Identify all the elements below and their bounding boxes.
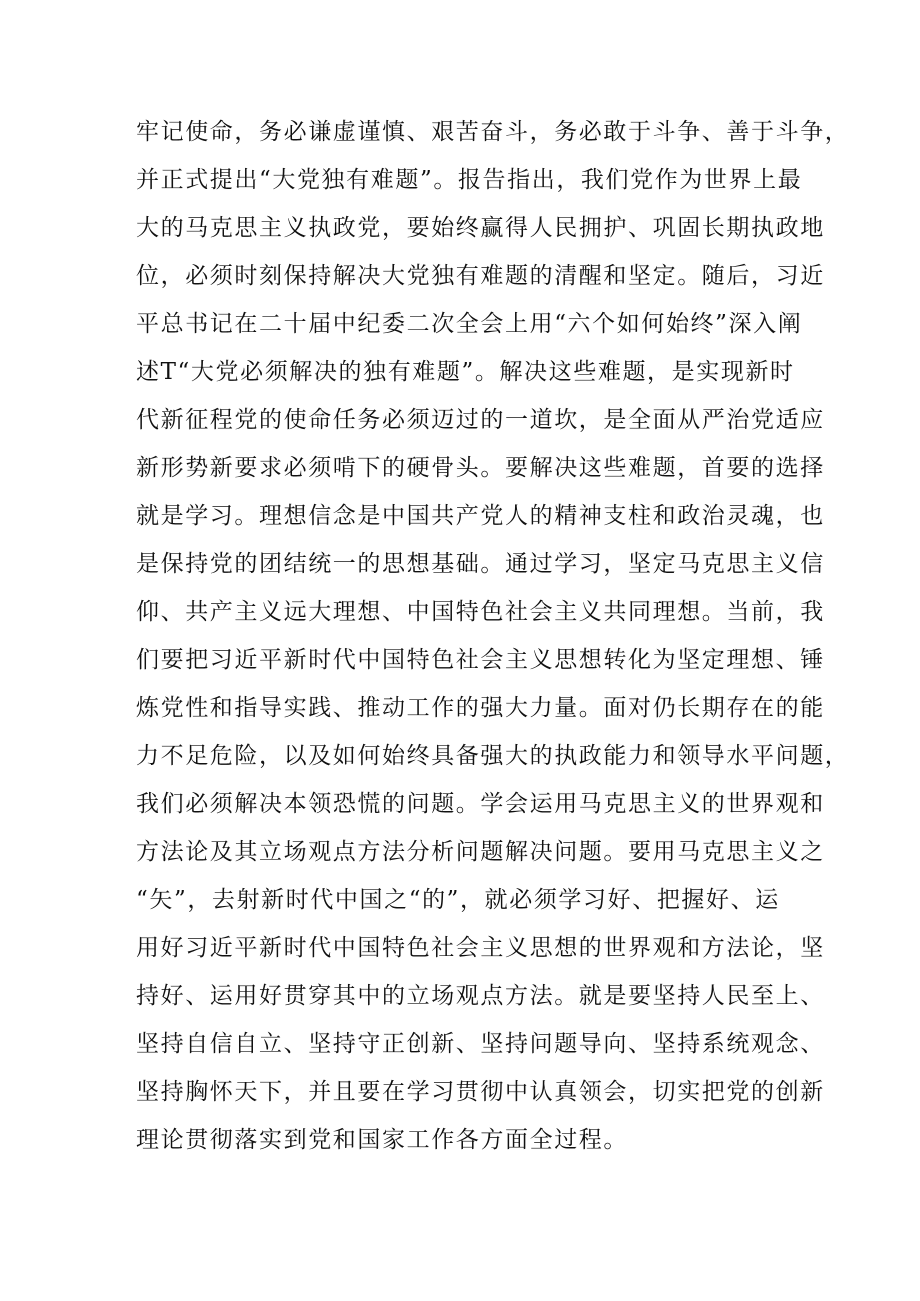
text-line: 持好、运用好贯穿其中的立场观点方法。就是要坚持人民至上、: [136, 983, 825, 1009]
text-line: 并正式提出“大党独有难题”。报告指出，我们党作为世界上最: [136, 167, 803, 193]
text-line: 平总书记在二十届中纪委二次全会上用“六个如何始终”深入阐: [136, 311, 803, 337]
text-line: 代新征程党的使命任务必须迈过的一道坎，是全面从严治党适应: [136, 407, 825, 433]
text-line: 就是学习。理想信念是中国共产党人的精神支柱和政治灵魂，也: [136, 503, 825, 529]
text-line: 们要把习近平新时代中国特色社会主义思想转化为坚定理想、锤: [136, 647, 825, 673]
text-line: 理论贯彻落实到党和国家工作各方面全过程。: [136, 1127, 628, 1153]
text-line: 新形势新要求必须啃下的硬骨头。要解决这些难题，首要的选择: [136, 455, 825, 481]
text-line: 坚持胸怀天下，并且要在学习贯彻中认真领会，切实把党的创新: [136, 1079, 825, 1105]
text-line: 牢记使命，务必谦虚谨慎、艰苦奋斗，务必敢于斗争、善于斗争，: [136, 119, 850, 145]
document-body-paragraph: [136, 108, 850, 1164]
text-line: 仰、共产主义远大理想、中国特色社会主义共同理想。当前，我: [136, 599, 825, 625]
text-line: 我们必须解决本领恐慌的问题。学会运用马克思主义的世界观和: [136, 791, 825, 817]
text-line: 坚持自信自立、坚持守正创新、坚持问题导向、坚持系统观念、: [136, 1031, 825, 1057]
text-line: 大的马克思主义执政党，要始终赢得人民拥护、巩固长期执政地: [136, 215, 825, 241]
text-line: 炼党性和指导实践、推动工作的强大力量。面对仍长期存在的能: [136, 695, 825, 721]
text-line: 位，必须时刻保持解决大党独有难题的清醒和坚定。随后，习近: [136, 263, 825, 289]
text-line: “矢”，去射新时代中国之“的”，就必须学习好、把握好、运: [136, 887, 780, 913]
text-line: 是保持党的团结统一的思想基础。通过学习，坚定马克思主义信: [136, 551, 825, 577]
text-line: 力不足危险，以及如何始终具备强大的执政能力和领导水平问题，: [136, 743, 850, 769]
text-line: 方法论及其立场观点方法分析问题解决问题。要用马克思主义之: [136, 839, 825, 865]
text-line: 述T“大党必须解决的独有难题”。解决这些难题，是实现新时: [136, 359, 795, 385]
text-line: 用好习近平新时代中国特色社会主义思想的世界观和方法论，坚: [136, 935, 825, 961]
